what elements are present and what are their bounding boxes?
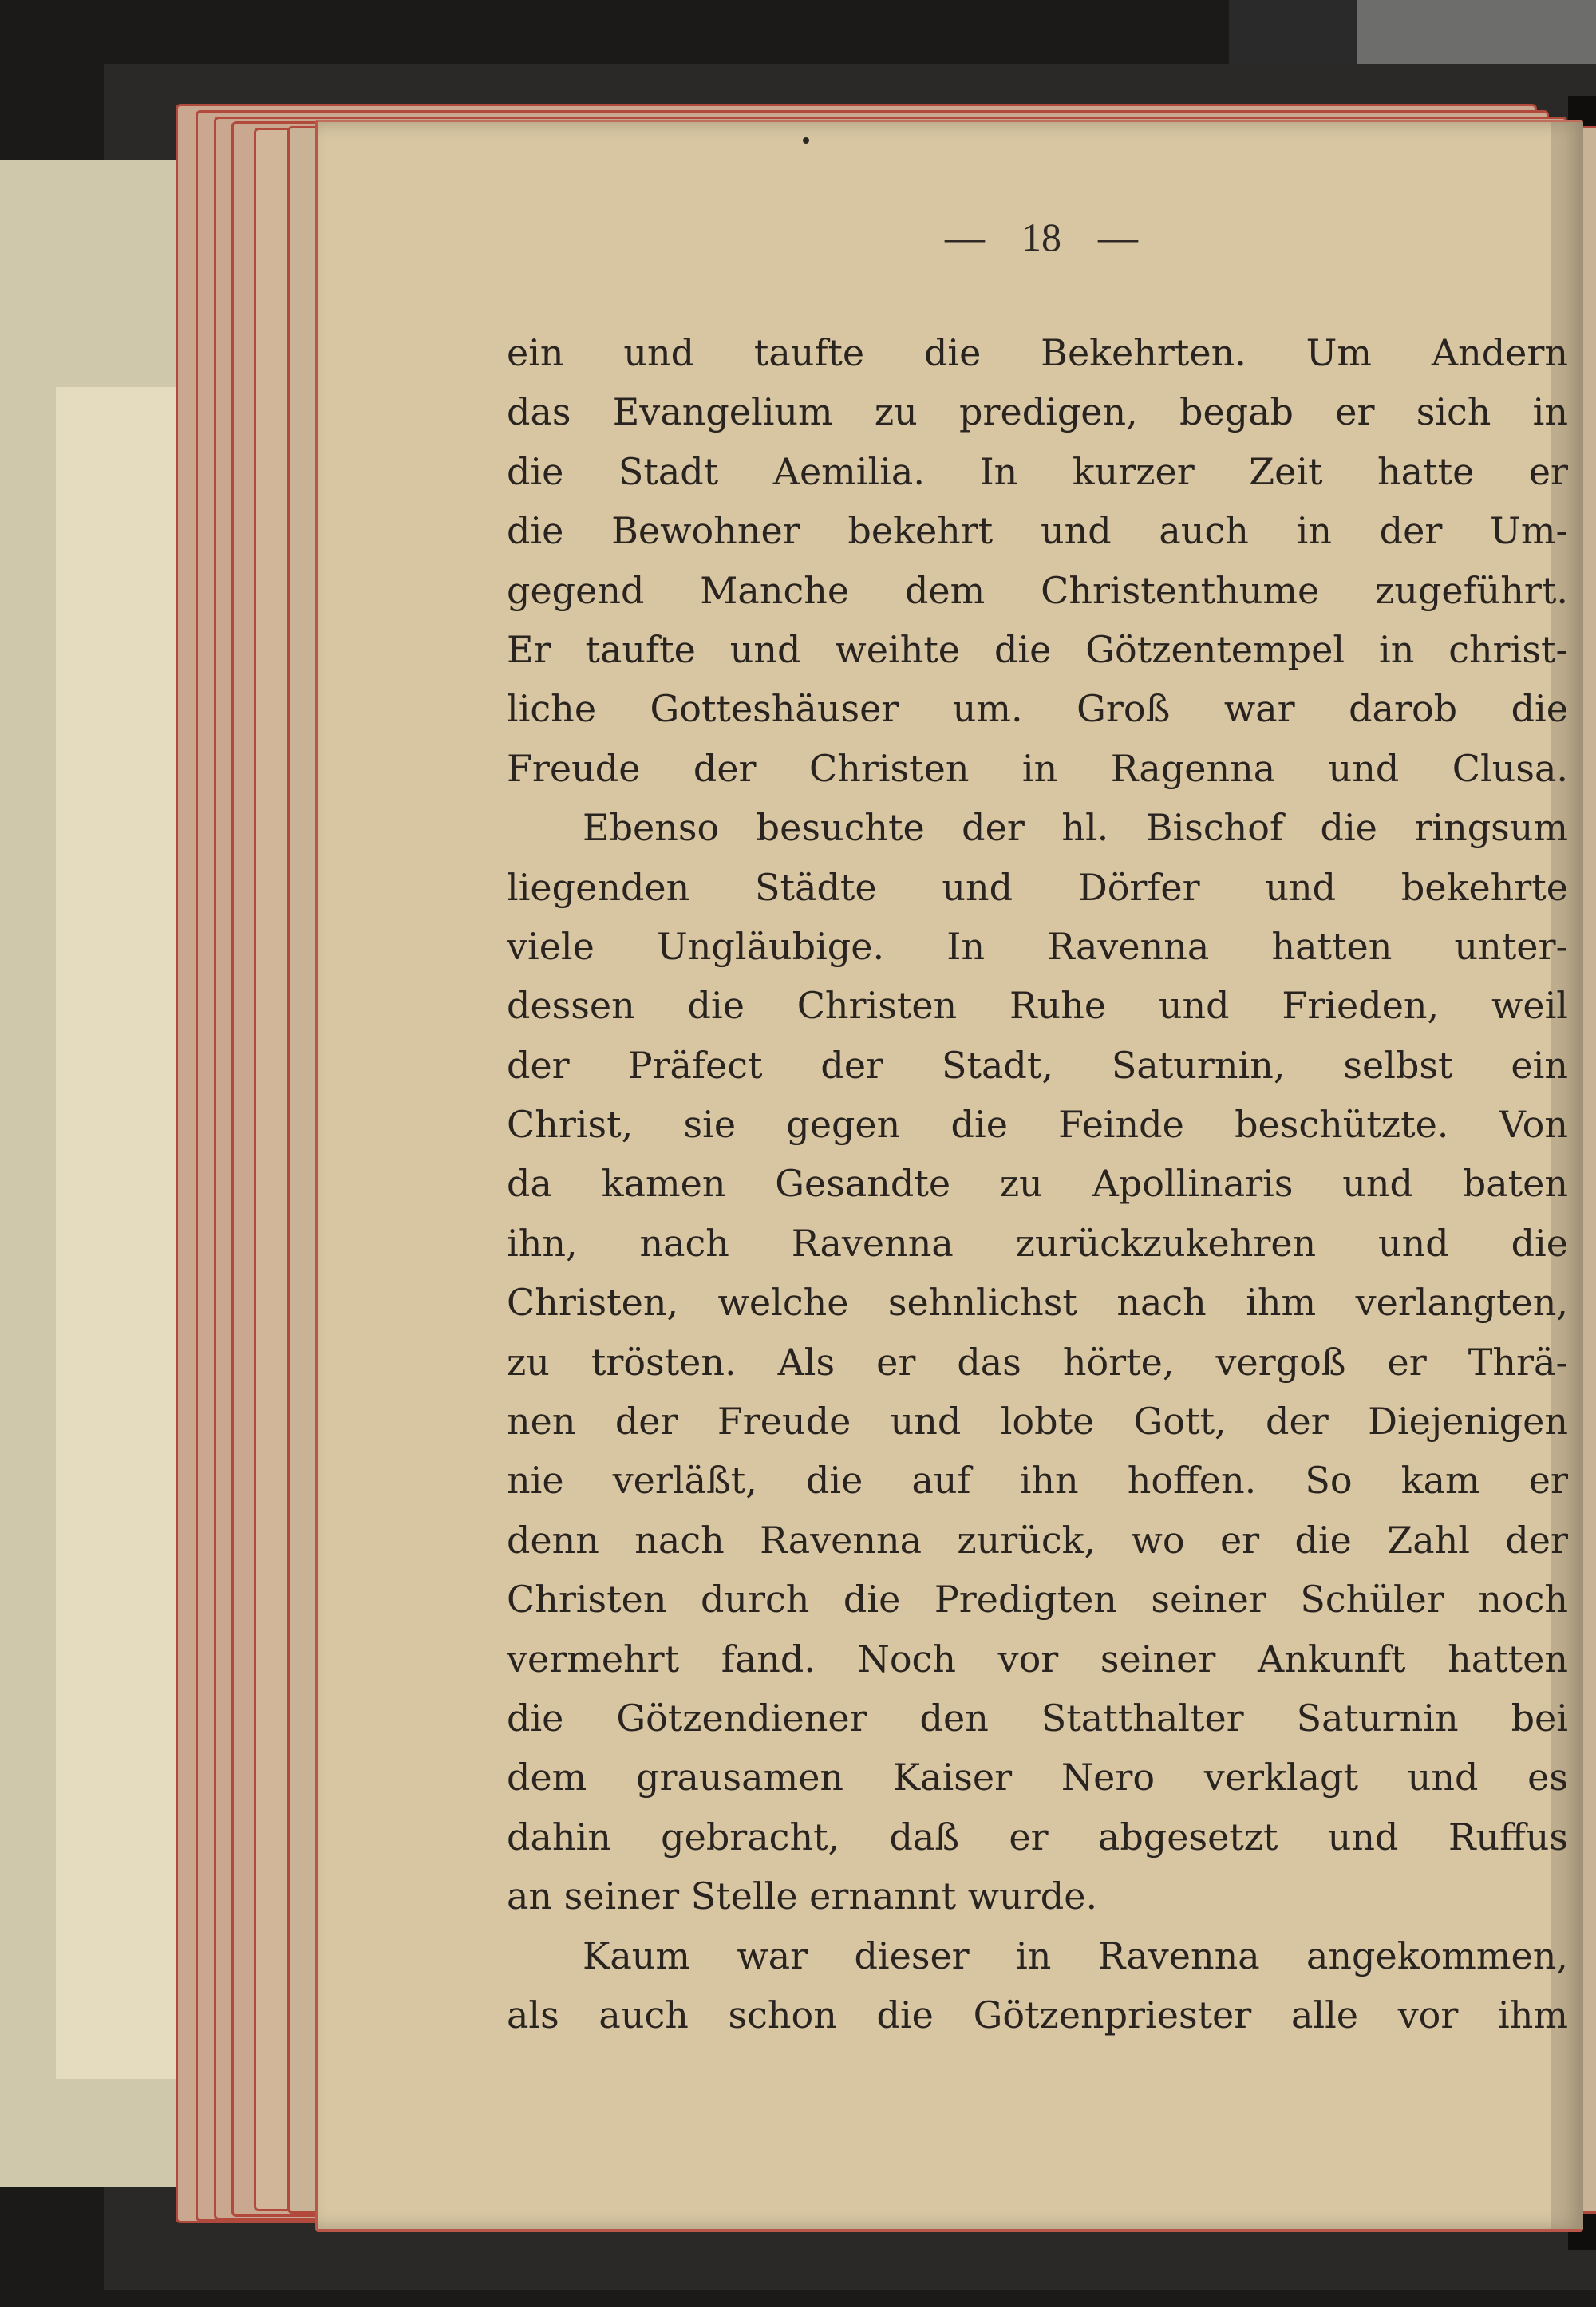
text-line: dessen die Christen Ruhe und Frieden, weil (507, 984, 1568, 1028)
text-line: dahin gebracht, daß er abgesetzt und Ruffus (507, 1815, 1568, 1859)
page-body (507, 323, 1568, 2044)
header-dash-left: — (945, 215, 985, 259)
text-line: ihn, nach Ravenna zurückzukehren und die (507, 1221, 1568, 1265)
text-line: Ebenso besuchte der hl. Bischof die ringsum (583, 806, 1568, 850)
text-line: das Evangelium zu predigen, begab er sich in (507, 390, 1568, 434)
text-line: der Präfect der Stadt, Saturnin, selbst ein (507, 1043, 1568, 1087)
text-line: vermehrt fand. Noch vor seiner Ankunft hatten (507, 1637, 1568, 1681)
text-line: als auch schon die Götzenpriester alle vor ihm (507, 1993, 1568, 2036)
text-line: dem grausamen Kaiser Nero verklagt und es (507, 1756, 1568, 1799)
text-line: Christen durch die Predigten seiner Schüler noch (507, 1578, 1568, 1622)
text-line: Er taufte und weihte die Götzentempel in christ- (507, 627, 1568, 671)
text-line: liegenden Städte und Dörfer und bekehrte (507, 865, 1568, 909)
text-line: Christ, sie gegen die Feinde beschützte. Von (507, 1103, 1568, 1147)
text-line: nie verläßt, die auf ihn hoffen. So kam er (507, 1459, 1568, 1503)
page-header (902, 209, 1181, 265)
ink-dot (803, 137, 809, 144)
text-line: viele Ungläubige. In Ravenna hatten unter- (507, 924, 1568, 968)
text-line: Freude der Christen in Ragenna und Clusa. (507, 746, 1568, 790)
left-page-stack (0, 160, 196, 2187)
text-line: die Götzendiener den Statthalter Saturnin bei (507, 1696, 1568, 1740)
page-number: 18 (1021, 215, 1061, 259)
text-line: gegend Manche dem Christenthume zugeführt. (507, 568, 1568, 612)
text-line: die Bewohner bekehrt und auch in der Um- (507, 509, 1568, 553)
text-line: ein und taufte die Bekehrten. Um Andern (507, 331, 1568, 374)
left-page-stack-inner (56, 387, 196, 2079)
text-line: die Stadt Aemilia. In kurzer Zeit hatte er (507, 449, 1568, 493)
text-line: denn nach Ravenna zurück, wo er die Zahl der (507, 1518, 1568, 1562)
header-dash-right: — (1098, 215, 1138, 259)
text-line: an seiner Stelle ernannt wurde. (507, 1874, 1098, 1918)
text-line: liche Gotteshäuser um. Groß war darob die (507, 687, 1568, 731)
text-line: nen der Freude und lobte Gott, der Diejenigen (507, 1400, 1568, 1444)
background-cloth (1357, 0, 1596, 64)
text-line: Kaum war dieser in Ravenna angekommen, (583, 1934, 1568, 1977)
text-line: Christen, welche sehnlichst nach ihm verlangten, (507, 1281, 1568, 1325)
text-line: da kamen Gesandte zu Apollinaris und baten (507, 1162, 1568, 1206)
text-line: zu trösten. Als er das hörte, vergoß er Thrä- (507, 1340, 1568, 1384)
